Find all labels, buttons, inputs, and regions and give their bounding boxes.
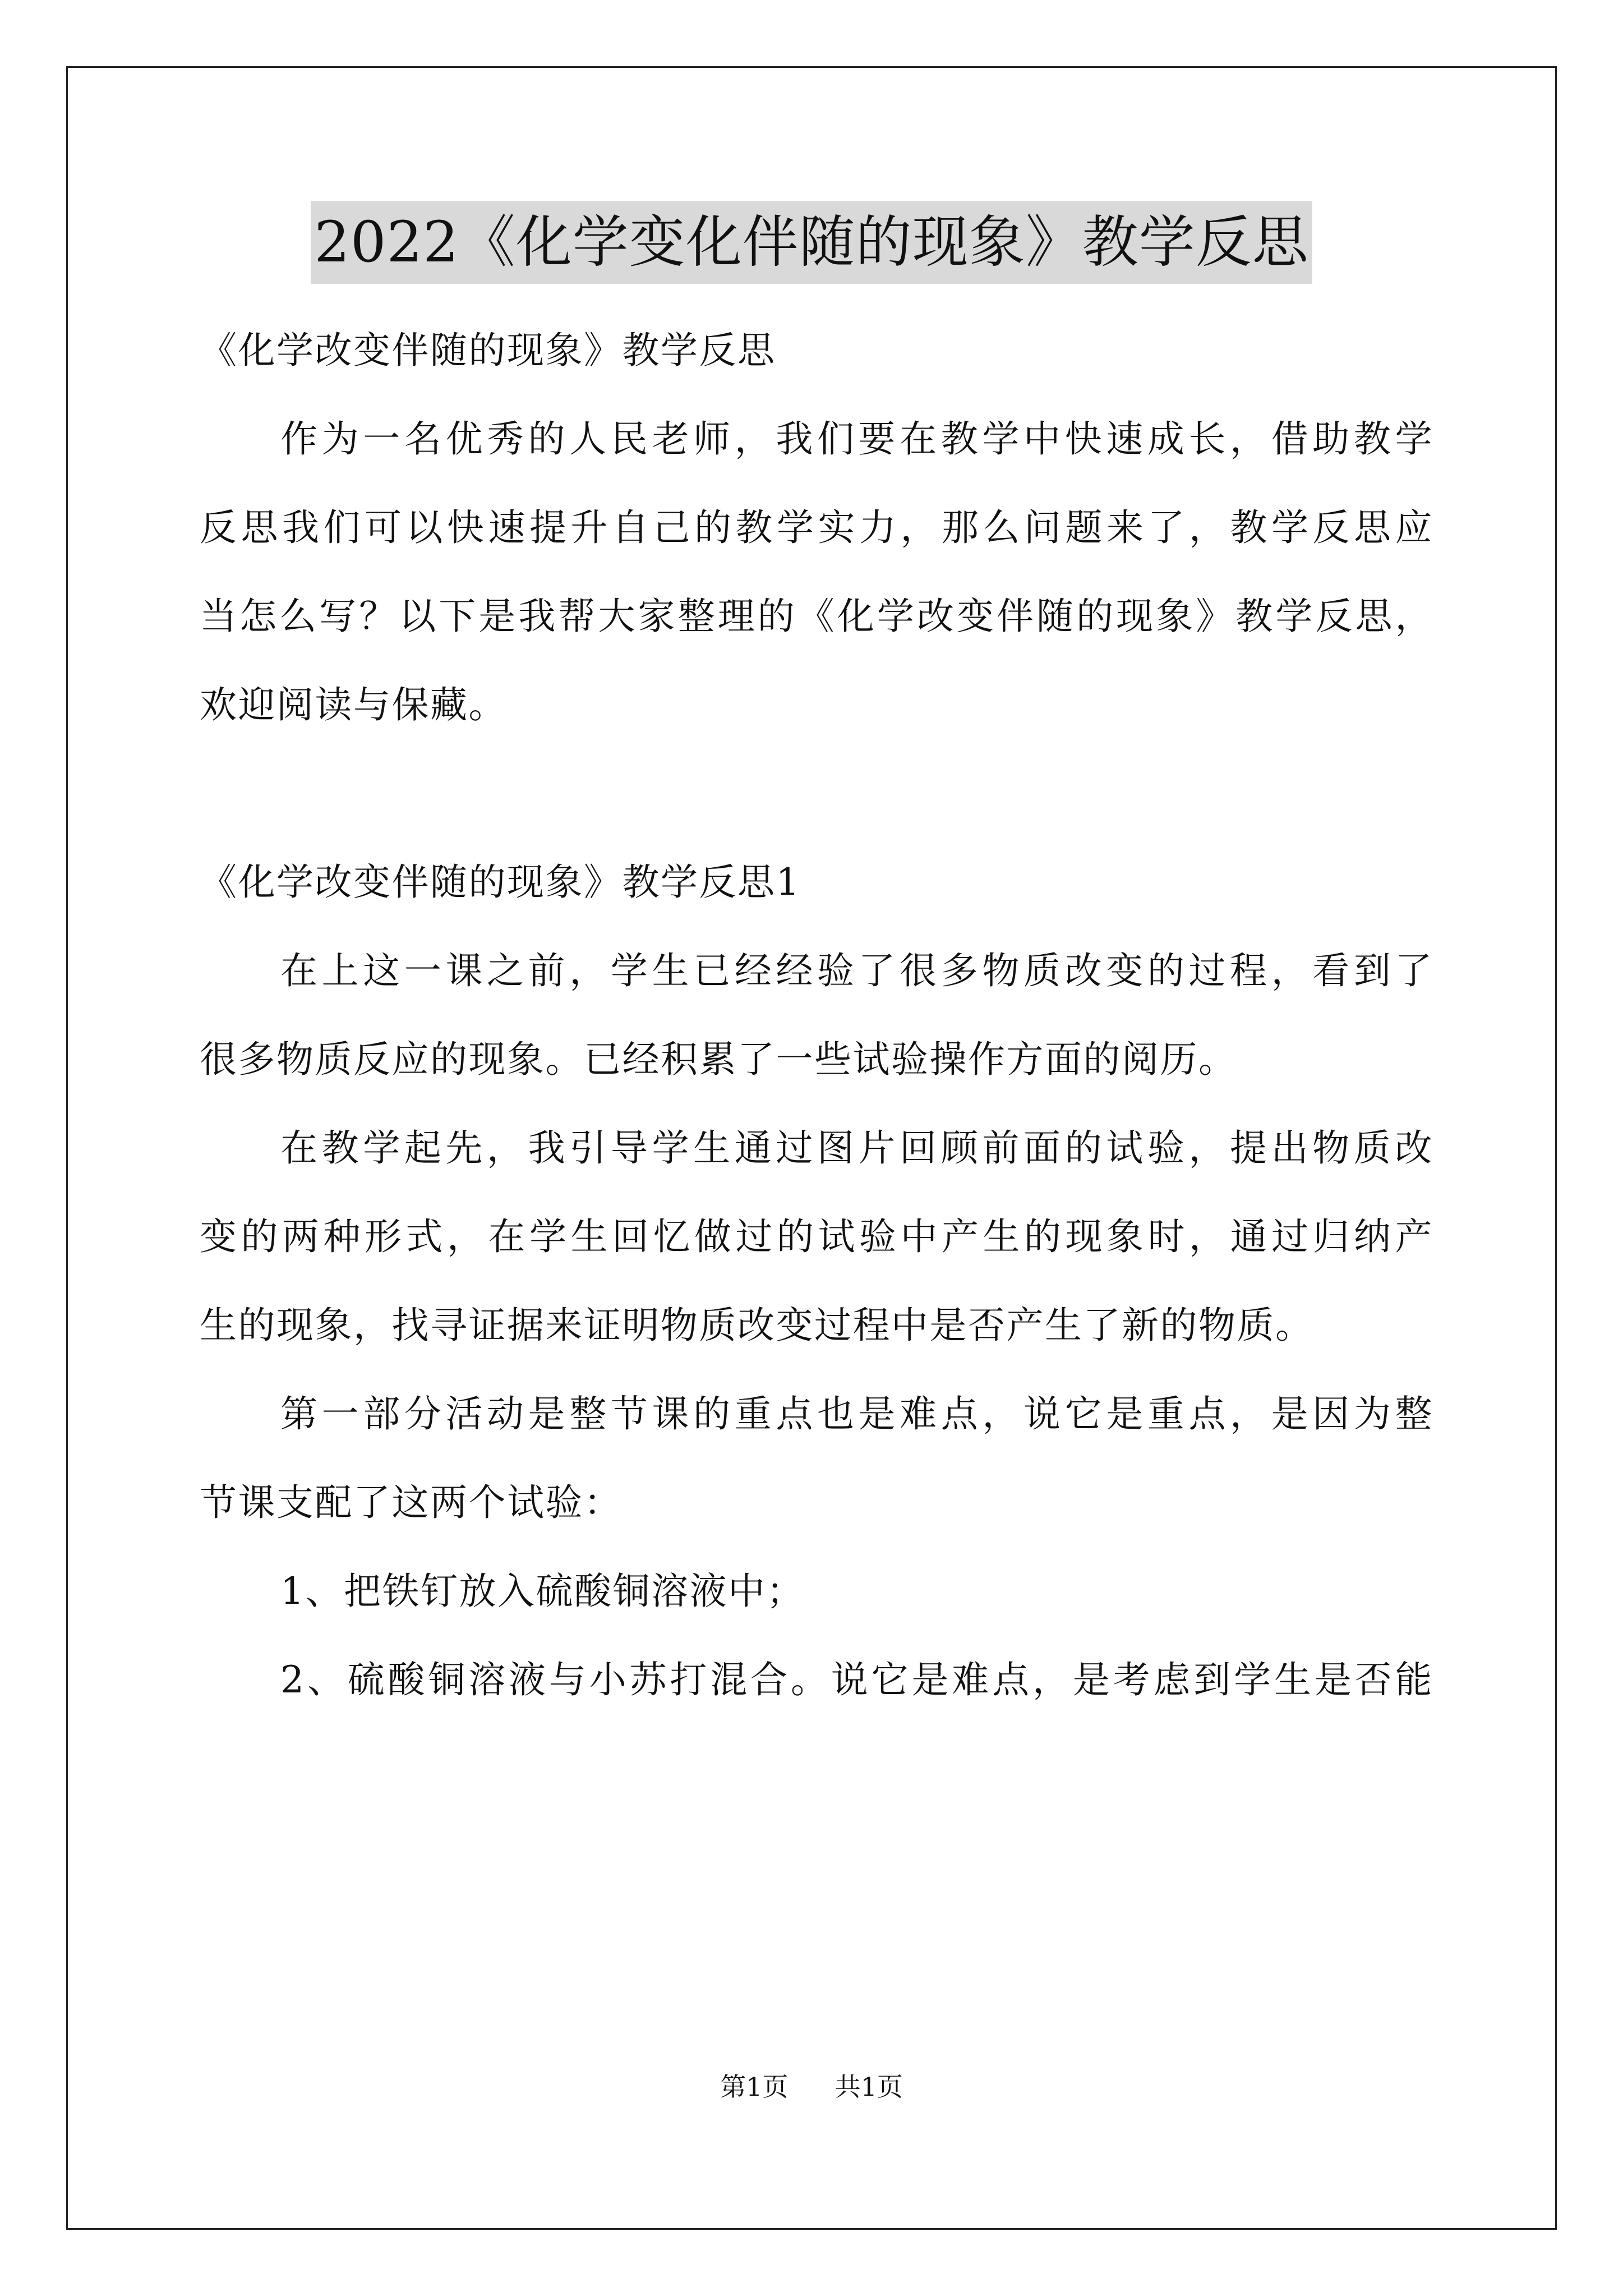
list-item: 2、硫酸铜溶液与小苏打混合。说它是难点，是考虑到学生是否能: [280, 1658, 1433, 1701]
page-footer: [0, 2070, 1623, 2104]
paragraph-line: 变的两种形式，在学生回忆做过的试验中产生的现象时，通过归纳产: [200, 1215, 1433, 1258]
paragraph-line: 在上这一课之前，学生已经经验了很多物质改变的过程，看到了: [280, 949, 1433, 992]
paragraph-line: 在教学起先，我引导学生通过图片回顾前面的试验，提出物质改: [280, 1126, 1433, 1170]
document-title: 2022《化学变化伴随的现象》教学反思: [311, 201, 1312, 284]
paragraph-line: 欢迎阅读与保藏。: [200, 683, 507, 726]
paragraph-line: 第一部分活动是整节课的重点也是难点，说它是重点，是因为整: [280, 1392, 1433, 1435]
paragraph-line: 节课支配了这两个试验：: [200, 1481, 623, 1524]
page-number-total: 共1页: [834, 2072, 903, 2102]
list-item: 1、把铁钉放入硫酸铜溶液中；: [280, 1570, 805, 1613]
paragraph-line: 当怎么写？以下是我帮大家整理的《化学改变伴随的现象》教学反思，: [200, 595, 1433, 638]
section-heading: 《化学改变伴随的现象》教学反思1: [200, 861, 801, 904]
paragraph-line: 生的现象，找寻证据来证明物质改变过程中是否产生了新的物质。: [200, 1304, 1314, 1347]
paragraph-line: 作为一名优秀的人民老师，我们要在教学中快速成长，借助教学: [280, 417, 1433, 461]
page-number-current: 第1页: [720, 2072, 789, 2102]
document-body: [200, 306, 1433, 1724]
paragraph-line: 反思我们可以快速提升自己的教学实力，那么问题来了，教学反思应: [200, 506, 1433, 549]
intro-heading: 《化学改变伴随的现象》教学反思: [200, 329, 776, 372]
paragraph-spacer: [200, 749, 1433, 838]
paragraph-line: 很多物质反应的现象。已经积累了一些试验操作方面的阅历。: [200, 1038, 1237, 1081]
title-container: [0, 201, 1623, 284]
